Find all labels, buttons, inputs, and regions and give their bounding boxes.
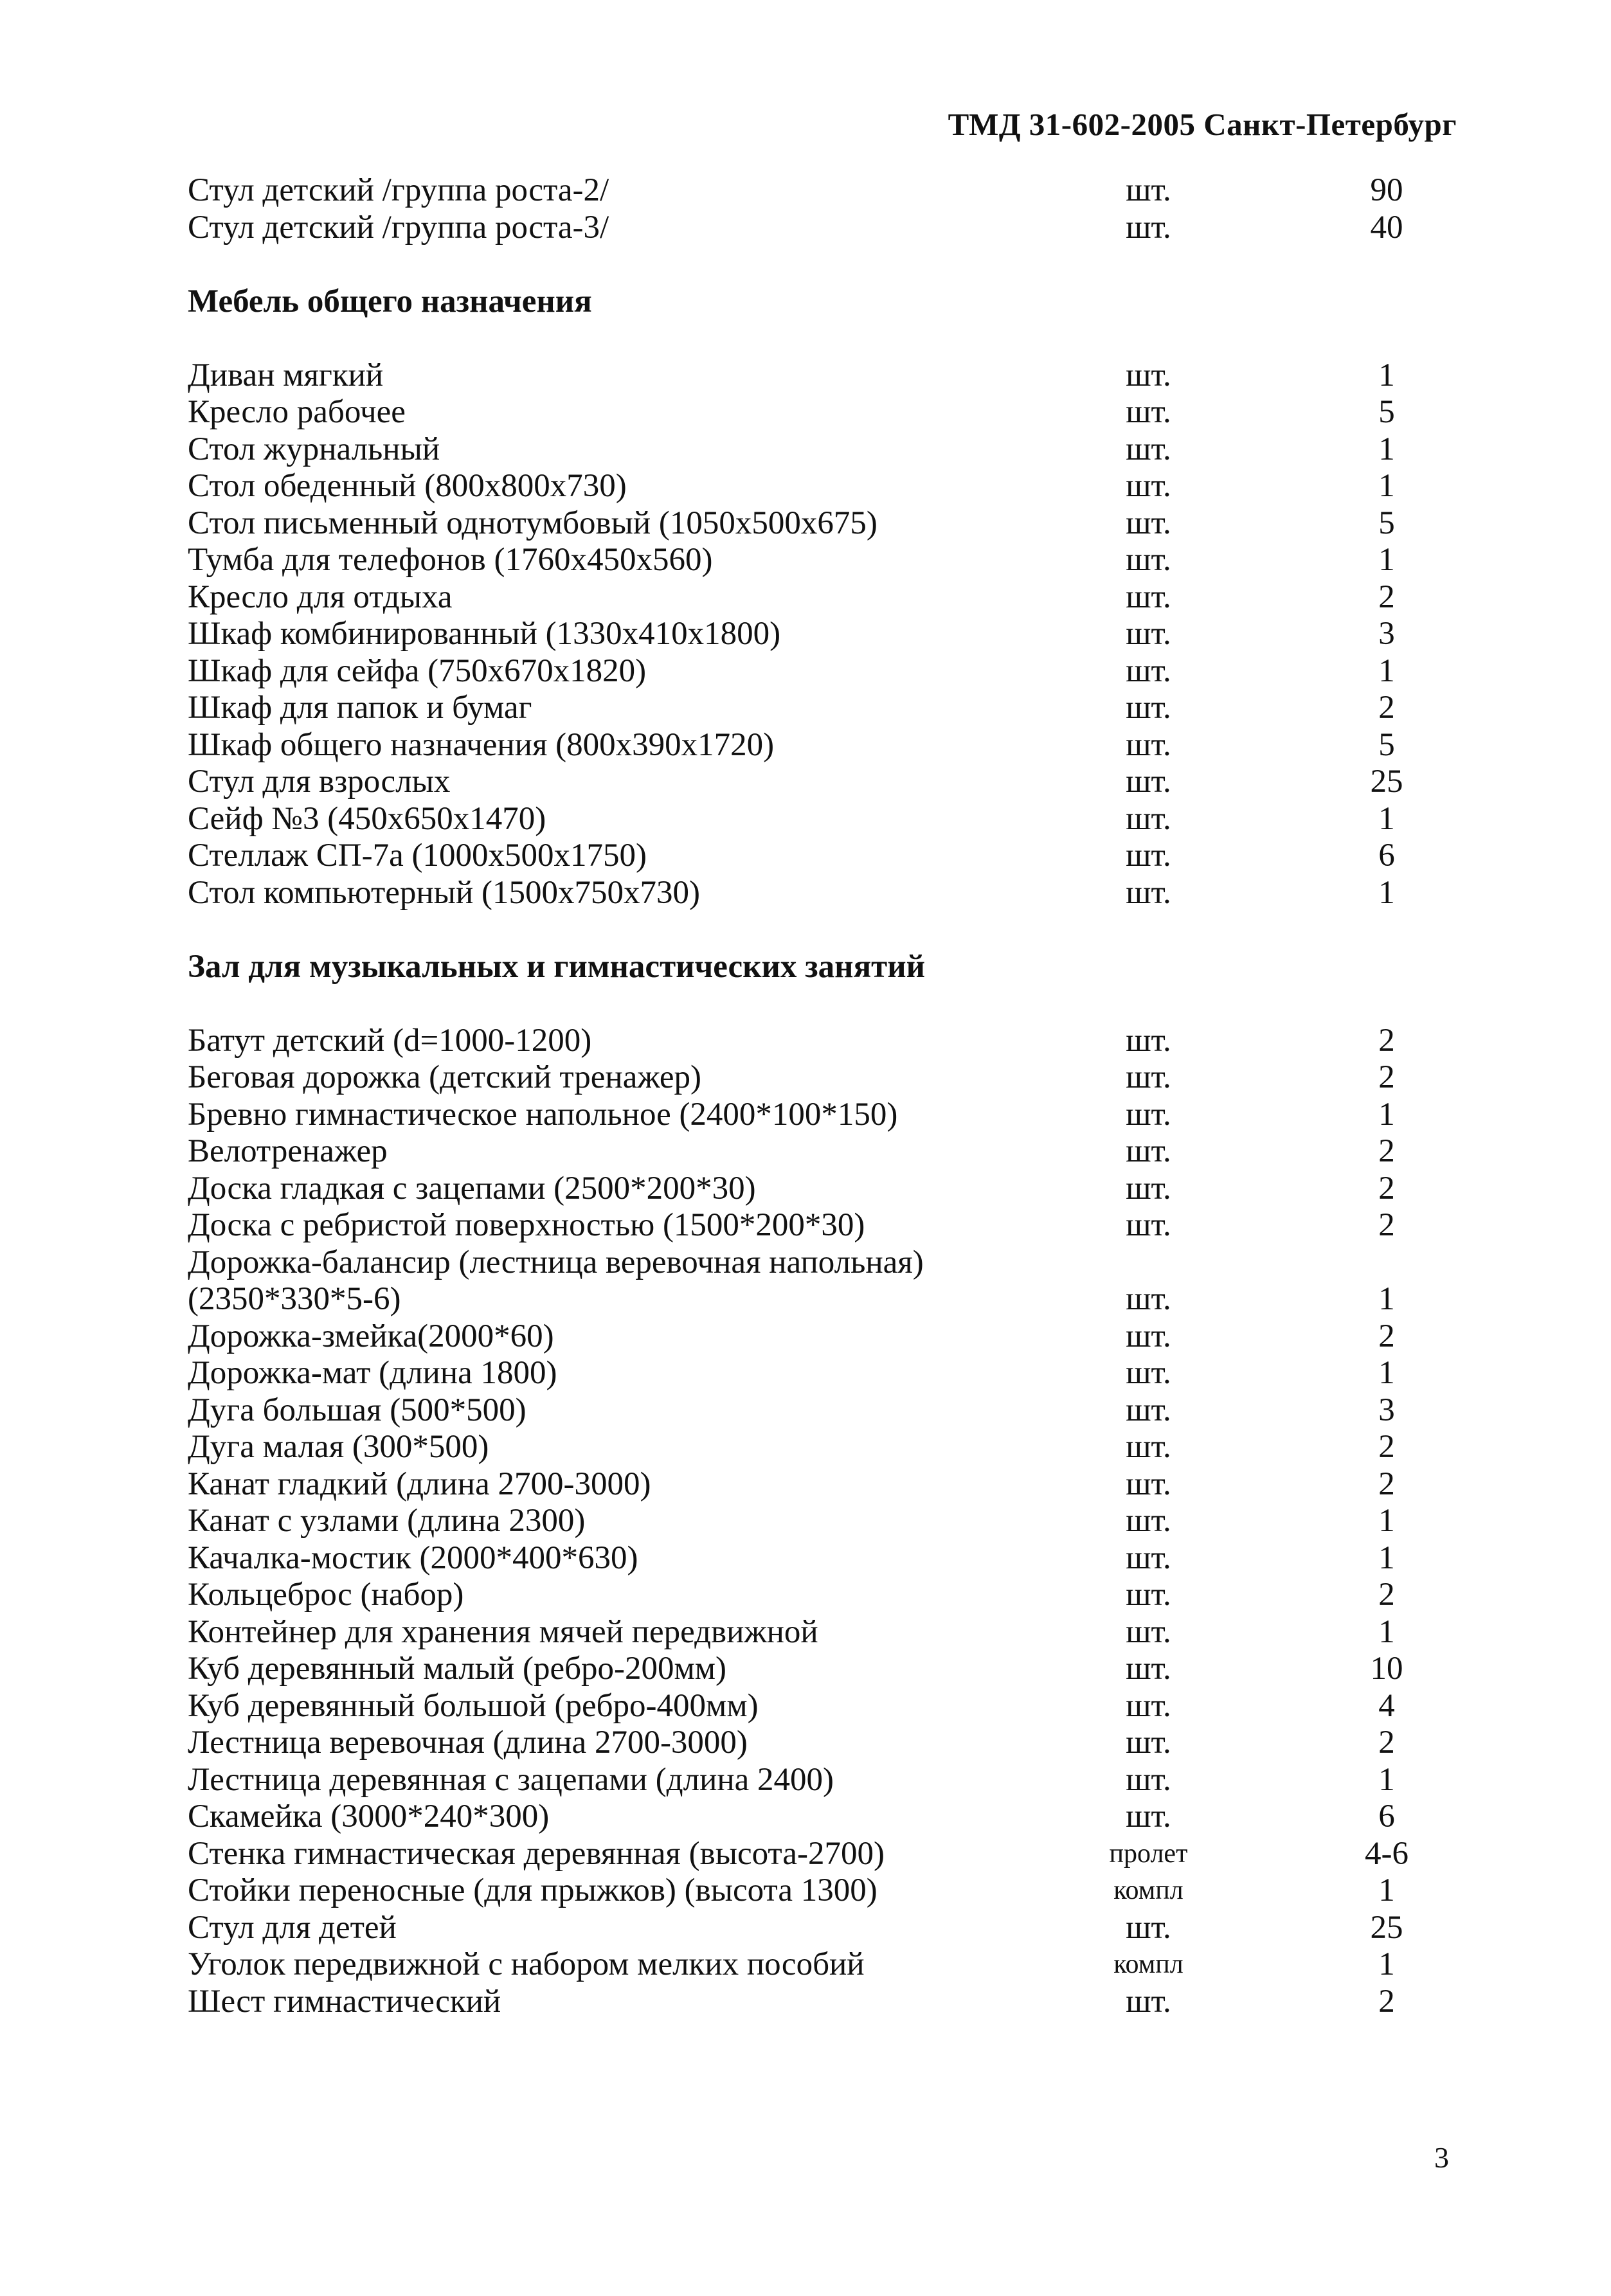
spacer <box>188 911 1409 949</box>
item-quantity: 2 <box>1378 1059 1395 1095</box>
item-quantity: 1 <box>1378 1761 1395 1798</box>
list-item <box>188 1023 1409 1060</box>
item-name: Стол письменный однотумбовый (1050х500х675) <box>188 505 878 541</box>
item-name: Батут детский (d=1000-1200) <box>188 1022 592 1059</box>
item-quantity: 1 <box>1378 874 1395 911</box>
item-name: Стол компьютерный (1500х750х730) <box>188 874 700 911</box>
item-quantity: 1 <box>1378 542 1395 578</box>
item-quantity: 6 <box>1378 838 1395 874</box>
list-item <box>188 1318 1409 1356</box>
item-name: Шкаф для сейфа (750х670х1820) <box>188 652 647 689</box>
list-item <box>188 616 1409 653</box>
item-quantity: 5 <box>1378 394 1395 430</box>
item-quantity: 10 <box>1370 1651 1403 1687</box>
item-name: Дуга большая (500*500) <box>188 1392 526 1428</box>
item-unit: шт. <box>1126 1725 1171 1761</box>
item-unit: шт. <box>1126 1687 1171 1724</box>
item-quantity: 1 <box>1378 1096 1395 1133</box>
item-name: Дорожка-змейка(2000*60) <box>188 1318 554 1354</box>
item-name: Качалка-мостик (2000*400*630) <box>188 1539 638 1576</box>
list-item <box>188 1133 1409 1170</box>
item-name: Бревно гимнастическое напольное (2400*100*150) <box>188 1096 898 1133</box>
item-name: Куб деревянный большой (ребро-400мм) <box>188 1687 759 1724</box>
item-name: Канат гладкий (длина 2700-3000) <box>188 1466 651 1502</box>
item-quantity: 5 <box>1378 505 1395 541</box>
item-unit: шт. <box>1126 1429 1171 1465</box>
item-unit: компл <box>1113 1876 1184 1905</box>
list-item <box>188 1392 1409 1430</box>
item-unit: шт. <box>1126 357 1171 393</box>
list-item <box>188 1466 1409 1503</box>
list-item <box>188 1244 1409 1282</box>
item-quantity: 1 <box>1378 357 1395 393</box>
list-item <box>188 1651 1409 1688</box>
section-heading: Мебель общего назначения <box>188 283 592 319</box>
list-item <box>188 357 1409 395</box>
item-name: Шкаф общего назначения (800х390х1720) <box>188 726 775 763</box>
item-unit: шт. <box>1126 652 1171 689</box>
item-name: Шкаф для папок и бумаг <box>188 690 532 726</box>
item-name: Доска с ребристой поверхностью (1500*200*30) <box>188 1207 865 1243</box>
item-name: Стеллаж СП-7а (1000х500х1750) <box>188 838 647 874</box>
item-unit: шт. <box>1126 542 1171 578</box>
list-item <box>188 1872 1409 1910</box>
item-unit: шт. <box>1126 1798 1171 1834</box>
item-name: Диван мягкий <box>188 357 384 393</box>
list-item <box>188 1984 1409 2021</box>
item-quantity: 4-6 <box>1365 1835 1408 1872</box>
item-quantity: 1 <box>1378 1872 1395 1908</box>
item-name: Сейф №3 (450х650х1470) <box>188 800 546 837</box>
spacer <box>188 985 1409 1023</box>
item-name: Куб деревянный малый (ребро-200мм) <box>188 1651 727 1687</box>
list-item <box>188 1281 1409 1318</box>
item-quantity: 2 <box>1378 1133 1395 1169</box>
list-item <box>188 1725 1409 1762</box>
item-name: Доска гладкая с зацепами (2500*200*30) <box>188 1170 756 1206</box>
item-quantity: 2 <box>1378 1725 1395 1761</box>
item-quantity: 3 <box>1378 616 1395 652</box>
item-name: Тумба для телефонов (1760х450х560) <box>188 542 713 578</box>
item-unit: шт. <box>1126 1651 1171 1687</box>
list-item <box>188 875 1409 912</box>
item-quantity: 1 <box>1378 1613 1395 1650</box>
item-name: Контейнер для хранения мячей передвижной <box>188 1613 818 1650</box>
list-item <box>188 1207 1409 1244</box>
item-unit: шт. <box>1126 1059 1171 1095</box>
list-item <box>188 1798 1409 1836</box>
list-item <box>188 690 1409 727</box>
list-item <box>188 653 1409 690</box>
item-name: Дорожка-балансир (лестница веревочная напольная) <box>188 1244 924 1280</box>
item-unit: шт. <box>1126 1281 1171 1317</box>
list-item <box>188 1762 1409 1799</box>
item-quantity: 25 <box>1370 1909 1403 1946</box>
list-item <box>188 1577 1409 1614</box>
list-item <box>188 838 1409 875</box>
item-quantity: 1 <box>1378 1355 1395 1391</box>
list-item <box>188 172 1409 210</box>
item-quantity: 2 <box>1378 1429 1395 1465</box>
item-name: (2350*330*5-6) <box>188 1281 401 1317</box>
item-quantity: 2 <box>1378 1983 1395 2020</box>
item-quantity: 5 <box>1378 726 1395 763</box>
item-unit: шт. <box>1126 578 1171 615</box>
section-heading: Зал для музыкальных и гимнастических занятий <box>188 948 925 985</box>
item-unit: шт. <box>1126 431 1171 467</box>
item-name: Беговая дорожка (детский тренажер) <box>188 1059 702 1095</box>
item-name: Дорожка-мат (длина 1800) <box>188 1355 557 1391</box>
item-quantity: 90 <box>1370 172 1403 208</box>
item-unit: шт. <box>1126 1577 1171 1613</box>
item-name: Шкаф комбинированный (1330х410х1800) <box>188 616 781 652</box>
item-unit: шт. <box>1126 209 1171 246</box>
item-name: Кресло рабочее <box>188 394 406 430</box>
item-unit: шт. <box>1126 505 1171 541</box>
item-quantity: 1 <box>1378 1539 1395 1576</box>
list-item <box>188 1688 1409 1725</box>
item-quantity: 6 <box>1378 1798 1395 1834</box>
list-item <box>188 1170 1409 1208</box>
item-name: Стол обеденный (800х800х730) <box>188 468 627 504</box>
list-item <box>188 1503 1409 1540</box>
item-unit: шт. <box>1126 1133 1171 1169</box>
item-quantity: 2 <box>1378 690 1395 726</box>
item-name: Стул для детей <box>188 1909 397 1946</box>
list-item <box>188 1946 1409 1984</box>
item-unit: шт. <box>1126 1761 1171 1798</box>
item-name: Шест гимнастический <box>188 1983 501 2020</box>
list-item <box>188 210 1409 247</box>
list-item <box>188 1836 1409 1873</box>
item-unit: шт. <box>1126 1318 1171 1354</box>
list-item <box>188 1355 1409 1392</box>
item-name: Стул для взрослых <box>188 764 451 800</box>
spacer <box>188 320 1409 357</box>
item-quantity: 1 <box>1378 1281 1395 1317</box>
list-item <box>188 1910 1409 1947</box>
item-unit: шт. <box>1126 874 1171 911</box>
list-item <box>188 468 1409 505</box>
item-quantity: 1 <box>1378 652 1395 689</box>
list-item <box>188 1097 1409 1134</box>
item-unit: шт. <box>1126 764 1171 800</box>
item-unit: шт. <box>1126 1983 1171 2020</box>
item-unit: шт. <box>1126 1207 1171 1243</box>
item-name: Стол журнальный <box>188 431 440 467</box>
list-item <box>188 431 1409 469</box>
item-name: Велотренажер <box>188 1133 388 1169</box>
item-name: Стул детский /группа роста-3/ <box>188 209 609 246</box>
item-unit: шт. <box>1126 1539 1171 1576</box>
item-unit: шт. <box>1126 1355 1171 1391</box>
list-item <box>188 1614 1409 1651</box>
item-quantity: 2 <box>1378 1466 1395 1502</box>
item-unit: шт. <box>1126 838 1171 874</box>
item-name: Кольцеброс (набор) <box>188 1577 464 1613</box>
item-unit: шт. <box>1126 1096 1171 1133</box>
item-unit: шт. <box>1126 1503 1171 1539</box>
item-name: Скамейка (3000*240*300) <box>188 1798 550 1834</box>
item-name: Лестница веревочная (длина 2700-3000) <box>188 1725 748 1761</box>
item-quantity: 1 <box>1378 431 1395 467</box>
item-quantity: 40 <box>1370 209 1403 246</box>
list-item <box>188 505 1409 543</box>
item-unit: шт. <box>1126 800 1171 837</box>
item-unit: шт. <box>1126 172 1171 208</box>
item-unit: шт. <box>1126 468 1171 504</box>
item-unit: пролет <box>1109 1838 1188 1869</box>
list-item <box>188 1059 1409 1097</box>
list-item <box>188 727 1409 764</box>
list-item <box>188 1429 1409 1466</box>
list-item <box>188 801 1409 838</box>
item-quantity: 25 <box>1370 764 1403 800</box>
item-quantity: 1 <box>1378 800 1395 837</box>
item-unit: шт. <box>1126 616 1171 652</box>
item-name: Стенка гимнастическая деревянная (высота-2700) <box>188 1835 885 1872</box>
item-unit: шт. <box>1126 1392 1171 1428</box>
item-quantity: 1 <box>1378 468 1395 504</box>
item-unit: компл <box>1113 1950 1184 1979</box>
item-quantity: 3 <box>1378 1392 1395 1428</box>
item-quantity: 1 <box>1378 1946 1395 1982</box>
item-quantity: 2 <box>1378 578 1395 615</box>
item-quantity: 2 <box>1378 1318 1395 1354</box>
item-unit: шт. <box>1126 394 1171 430</box>
item-quantity: 4 <box>1378 1687 1395 1724</box>
list-item <box>188 764 1409 801</box>
item-quantity: 2 <box>1378 1022 1395 1059</box>
item-unit: шт. <box>1126 690 1171 726</box>
item-name: Канат с узлами (длина 2300) <box>188 1503 586 1539</box>
item-unit: шт. <box>1126 726 1171 763</box>
item-unit: шт. <box>1126 1022 1171 1059</box>
item-unit: шт. <box>1126 1170 1171 1206</box>
list-item <box>188 542 1409 579</box>
spacer <box>188 246 1409 283</box>
list-item <box>188 579 1409 616</box>
item-name: Лестница деревянная с зацепами (длина 2400) <box>188 1761 834 1798</box>
item-unit: шт. <box>1126 1466 1171 1502</box>
item-quantity: 2 <box>1378 1577 1395 1613</box>
list-item <box>188 1540 1409 1577</box>
list-item <box>188 394 1409 431</box>
item-name: Стул детский /группа роста-2/ <box>188 172 609 208</box>
page-number: 3 <box>1434 2141 1449 2174</box>
item-quantity: 2 <box>1378 1170 1395 1206</box>
item-name: Стойки переносные (для прыжков) (высота 1300) <box>188 1872 878 1908</box>
item-name: Кресло для отдыха <box>188 578 453 615</box>
item-unit: шт. <box>1126 1613 1171 1650</box>
item-name: Дуга малая (300*500) <box>188 1429 489 1465</box>
item-quantity: 2 <box>1378 1207 1395 1243</box>
document-header: ТМД 31-602-2005 Санкт-Петербург <box>948 107 1457 142</box>
item-unit: шт. <box>1126 1909 1171 1946</box>
equipment-list <box>188 172 1409 2020</box>
item-quantity: 1 <box>1378 1503 1395 1539</box>
item-name: Уголок передвижной с набором мелких пособий <box>188 1946 865 1982</box>
